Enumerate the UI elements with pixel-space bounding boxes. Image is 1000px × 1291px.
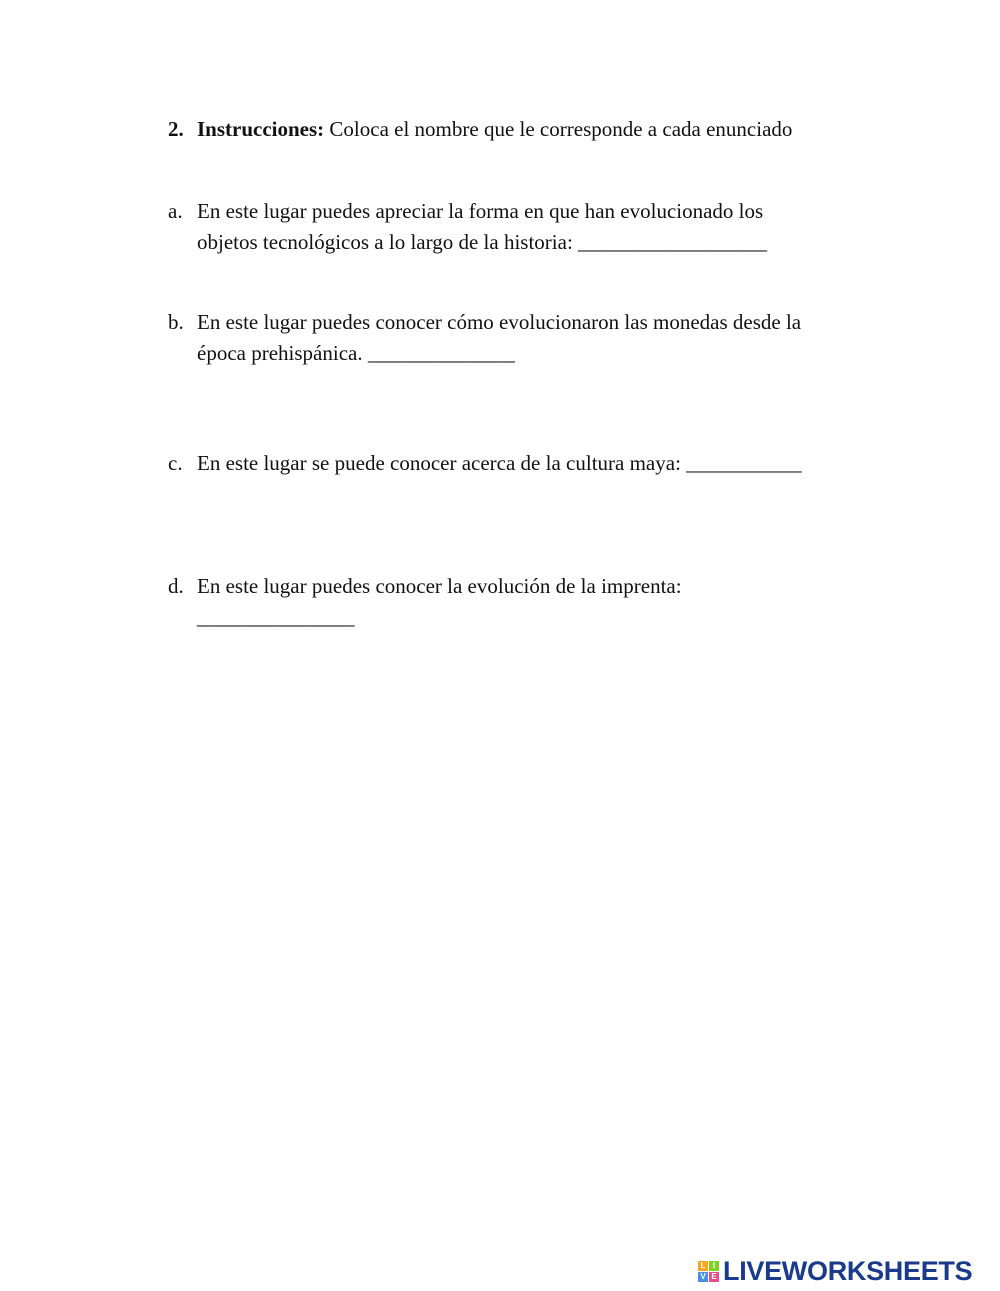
item-c-letter: c. [168,451,183,475]
logo-letter: E [709,1272,719,1282]
item-a-letter: a. [168,199,183,223]
logo-mark-icon [698,1261,719,1282]
item-d-line1: En este lugar puedes conocer la evolución de la imprenta: [197,574,682,598]
instruction-line [197,114,792,144]
item-b-line2[interactable]: época prehispánica. ______________ [197,341,515,365]
logo-letter: L [698,1261,708,1271]
instruction-label: Instrucciones: [197,117,325,141]
item-a-line2[interactable]: objetos tecnológicos a lo largo de la historia: __________________ [197,230,768,254]
logo-text: LIVEWORKSHEETS [723,1255,973,1286]
item-a-line1: En este lugar puedes apreciar la forma en que han evolucionado los [197,199,764,223]
liveworksheets-logo [698,1256,972,1286]
item-b-letter: b. [168,310,184,334]
item-c-line1[interactable]: En este lugar se puede conocer acerca de la cultura maya: ___________ [197,451,802,475]
logo-letter: I [709,1261,719,1271]
instruction-text: Coloca el nombre que le corresponde a cada enunciado [324,117,793,141]
item-d-answer-blank[interactable]: _______________ [197,605,355,629]
item-d-letter: d. [168,574,184,598]
logo-letter: V [698,1272,708,1282]
instruction-number: 2. [168,117,184,141]
item-b-line1: En este lugar puedes conocer cómo evolucionaron las monedas desde la [197,310,802,334]
